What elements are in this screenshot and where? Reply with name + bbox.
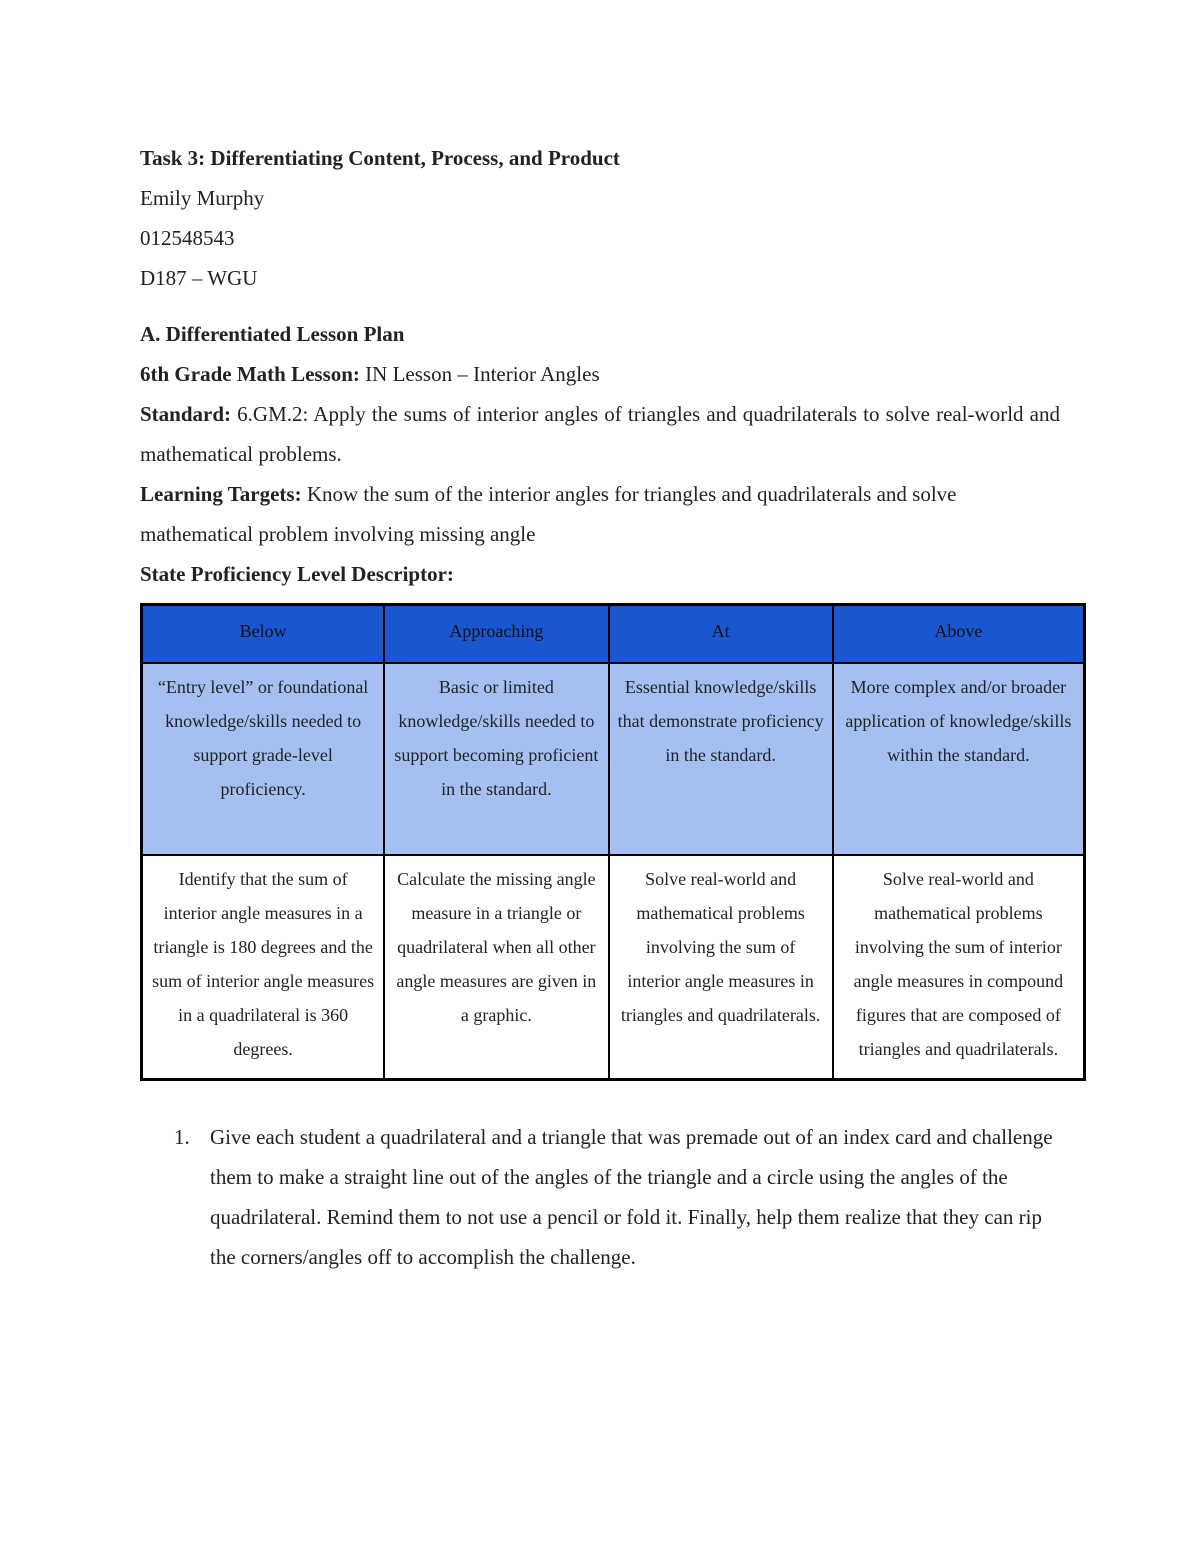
targets-value: Know the sum of the interior angles for triangles and quadrilaterals and solve mathematical problem involving missing angle (140, 482, 957, 546)
task-approaching: Calculate the missing angle measure in a triangle or quadrilateral when all other angle measures are given in a graphic. (384, 855, 608, 1080)
proficiency-table (140, 603, 1086, 1081)
descriptor-approaching: Basic or limited knowledge/skills needed to support becoming proficient in the standard. (384, 663, 608, 855)
targets-label: Learning Targets: (140, 482, 302, 506)
standard-line (140, 394, 1060, 474)
course-code: D187 – WGU (140, 266, 258, 290)
section-heading: A. Differentiated Lesson Plan (140, 322, 405, 346)
standard-value: 6.GM.2: Apply the sums of interior angles of triangles and quadrilaterals to solve real-world and mathematical problems. (140, 402, 1060, 466)
standard-label: Standard: (140, 402, 232, 426)
list-item-text: Give each student a quadrilateral and a triangle that was premade out of an index card and challenge them to make a straight line out of the angles of the triangle and a circle using the angles of the quadrilateral. Remind them to not use a pencil or fold it. Finally, help them realize that they can rip the corners/angles off to accomplish the challenge. (210, 1125, 1053, 1269)
task-above: Solve real-world and mathematical problems involving the sum of interior angle measures in compound figures that are composed of triangles and quadrilaterals. (833, 855, 1085, 1080)
student-id: 012548543 (140, 226, 235, 250)
header-above: Above (833, 605, 1085, 664)
document-page (140, 138, 1060, 594)
task-row (142, 855, 1085, 1080)
lesson-line (140, 354, 1060, 394)
targets-line (140, 474, 1060, 554)
descriptor-above: More complex and/or broader application of knowledge/skills within the standard. (833, 663, 1085, 855)
header-at: At (609, 605, 833, 664)
author-name: Emily Murphy (140, 186, 265, 210)
descriptor-below: “Entry level” or foundational knowledge/skills needed to support grade-level proficiency. (142, 663, 385, 855)
list-item-number: 1. (174, 1125, 190, 1149)
task-below: Identify that the sum of interior angle measures in a triangle is 180 degrees and the sum of interior angle measures in a quadrilateral is 360 degrees. (142, 855, 385, 1080)
document-title: Task 3: Differentiating Content, Process, and Product (140, 146, 620, 170)
header-below: Below (142, 605, 385, 664)
descriptor-row (142, 663, 1085, 855)
list-item (140, 1117, 1060, 1277)
spacer (140, 298, 1060, 314)
lesson-value: IN Lesson – Interior Angles (359, 362, 600, 386)
table-header-row (142, 605, 1085, 664)
task-at: Solve real-world and mathematical problems involving the sum of interior angle measures in triangles and quadrilaterals. (609, 855, 833, 1080)
descriptor-at: Essential knowledge/skills that demonstrate proficiency in the standard. (609, 663, 833, 855)
lesson-label: 6th Grade Math Lesson: (140, 362, 360, 386)
pld-label: State Proficiency Level Descriptor: (140, 562, 454, 586)
header-approaching: Approaching (384, 605, 608, 664)
lesson-steps-list (140, 1117, 1060, 1277)
